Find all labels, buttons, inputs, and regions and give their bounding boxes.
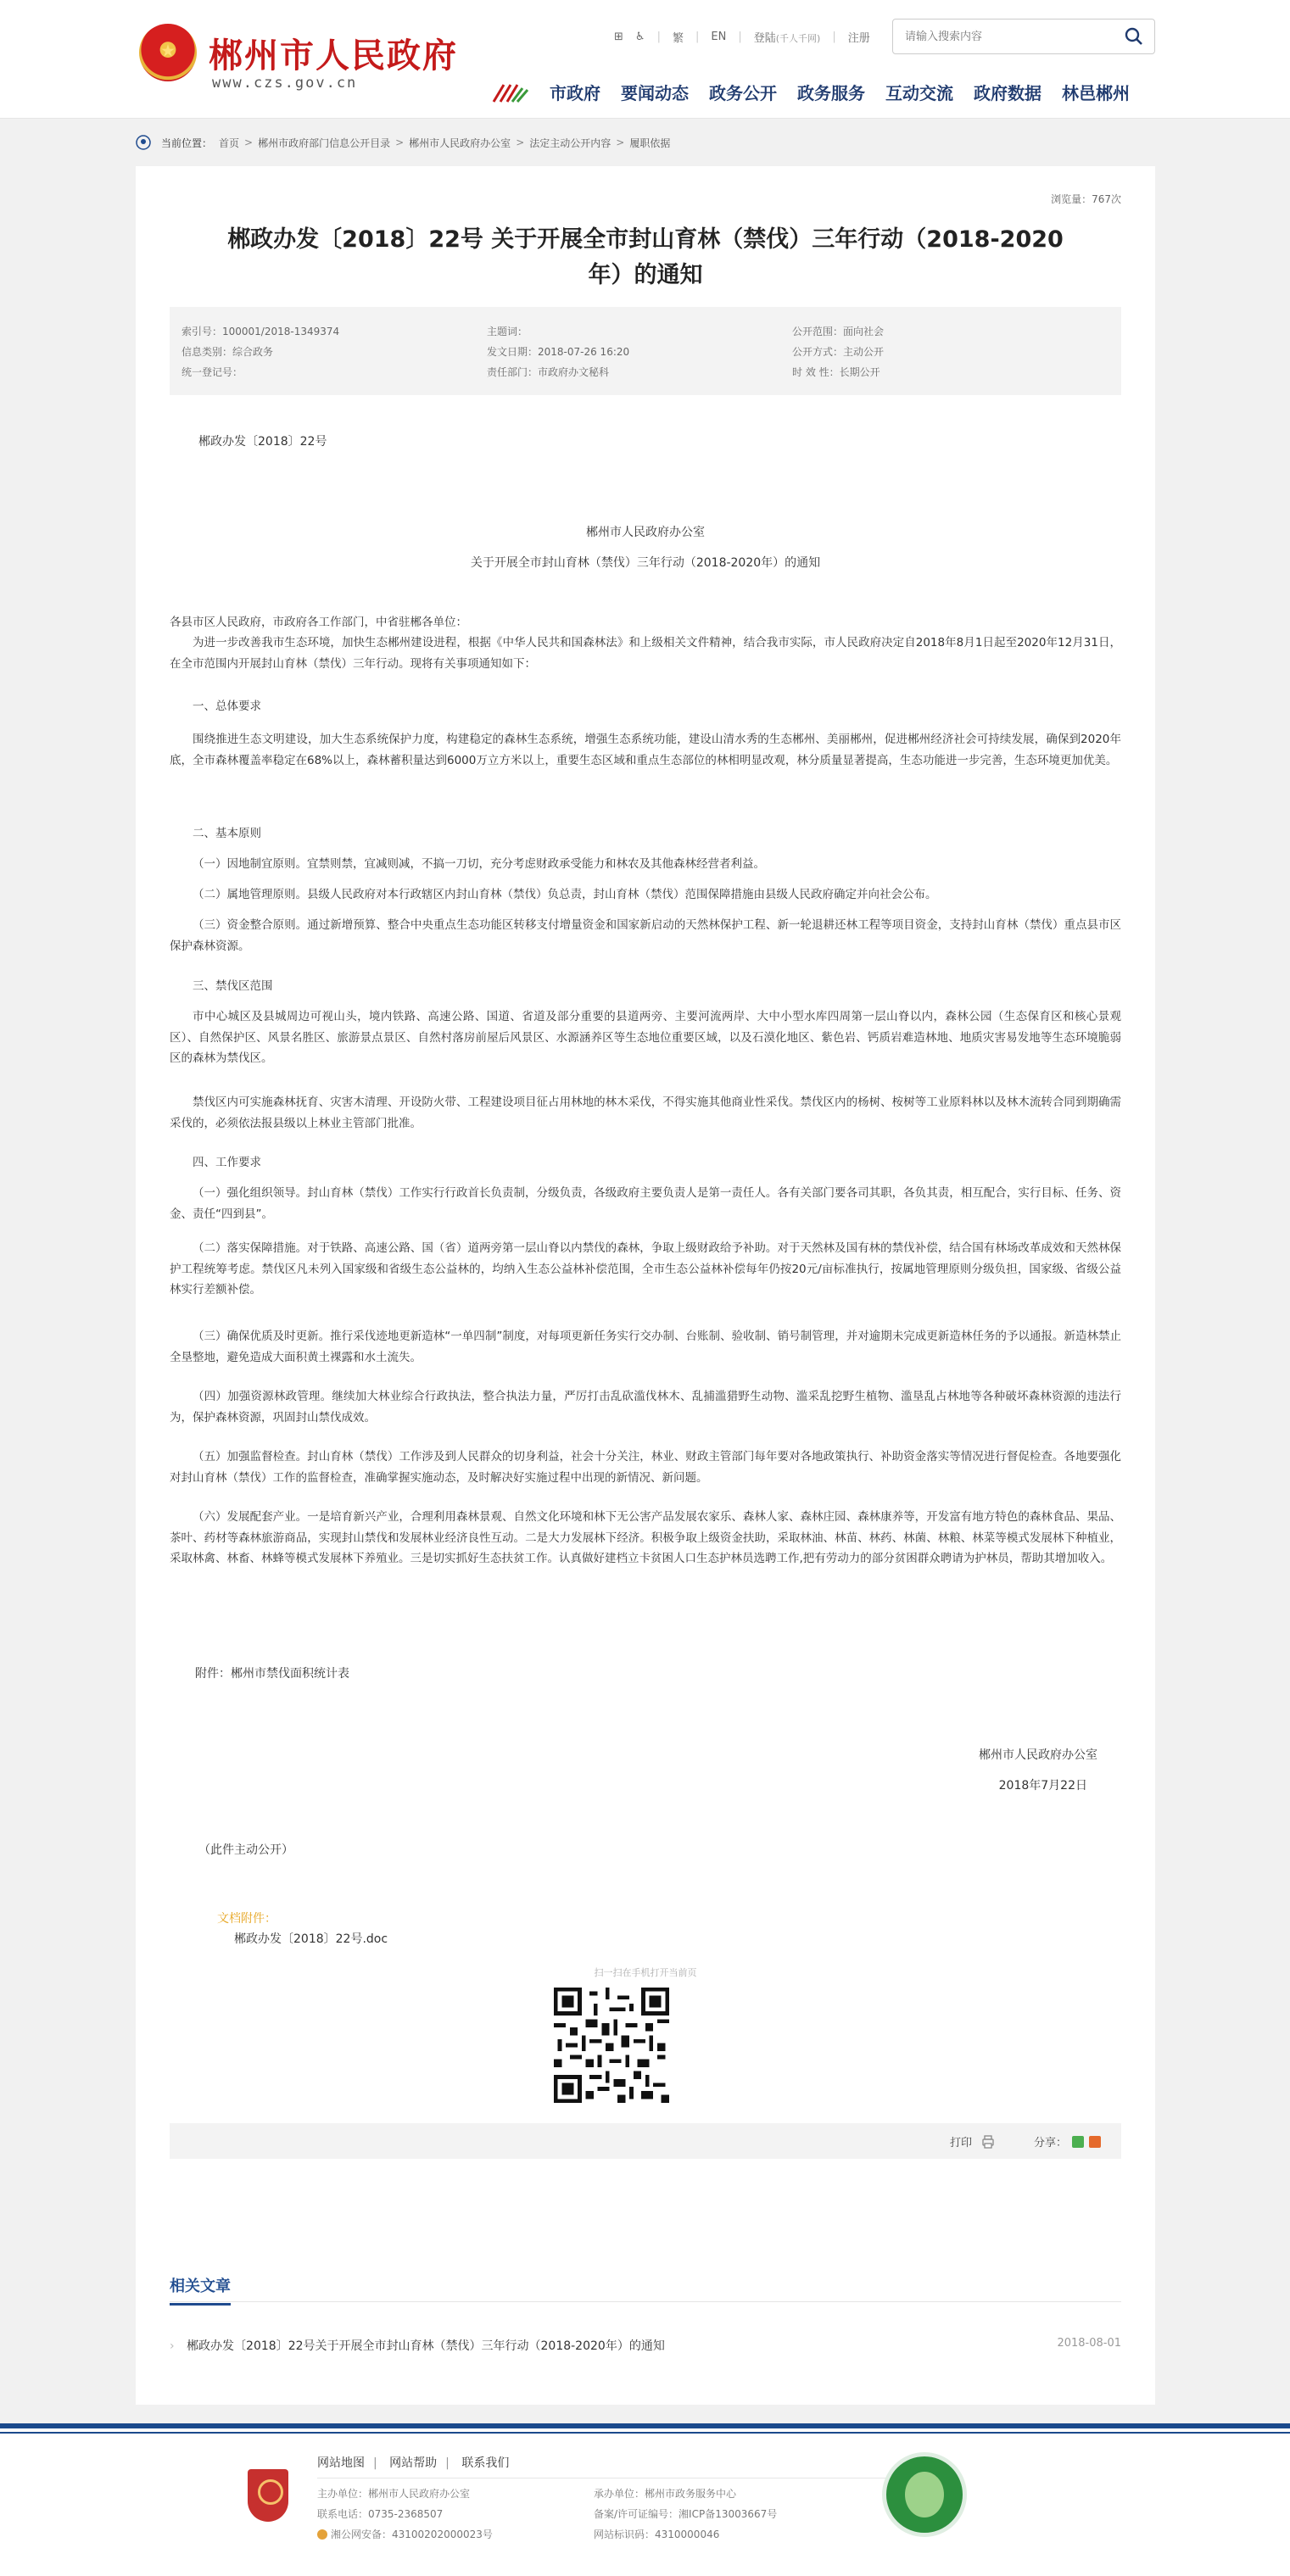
traditional-chinese-link[interactable]: 繁 xyxy=(672,31,684,45)
main-nav xyxy=(490,81,1150,105)
section-heading-2: 二、基本原则 xyxy=(193,827,261,840)
share-bar xyxy=(1034,2133,1101,2149)
signature-org: 郴州市人民政府办公室 xyxy=(979,1748,1097,1762)
footer-link-help[interactable]: 网站帮助 xyxy=(389,2456,438,2470)
footer-link-sitemap[interactable]: 网站地图 xyxy=(317,2456,365,2470)
breadcrumb: 当前位置： 首页 > 郴州市政府部门信息公开目录 > 郴州市人民政府办公室 > 法定主动公开内容 > 履职依据 xyxy=(136,129,1155,156)
meta-unified-no: 统一登记号： xyxy=(181,366,243,378)
view-count: 浏览量：767次 xyxy=(1051,193,1121,205)
location-pin-icon xyxy=(136,135,151,150)
paragraph: 围绕推进生态文明建设，加大生态系统保护力度，构建稳定的森林生态系统，增强生态系统功能，建设山清水秀的生态郴州、美丽郴州，促进郴州经济社会可持续发展，确保到2020年底，全市森林覆盖率稳定在68%以上，森林蓄积量达到6000万立方米以上，重要生态区域和重点生态部位的林相明显改观，林分质量显著提高，生态功能进一步完善，生态环境更加优美。 xyxy=(170,733,1121,767)
site-logo[interactable] xyxy=(139,22,478,103)
search-input[interactable] xyxy=(905,28,1109,45)
issuer: 郴州市人民政府办公室 xyxy=(586,526,705,539)
publicity-note: （此件主动公开） xyxy=(198,1843,293,1857)
footer-link-contact[interactable]: 联系我们 xyxy=(461,2456,510,2470)
wechat-share-icon[interactable] xyxy=(1072,2136,1084,2148)
nav-item-interaction[interactable]: 互动交流 xyxy=(885,83,953,103)
attachment-note: 附件：郴州市禁伐面积统计表 xyxy=(195,1667,349,1681)
notice-subtitle: 关于开展全市封山育林（禁伐）三年行动（2018-2020年）的通知 xyxy=(470,556,821,570)
doc-number: 郴政办发〔2018〕22号 xyxy=(198,435,327,449)
print-icon xyxy=(980,2134,996,2149)
meta-scope: 公开范围：面向社会 xyxy=(792,326,885,337)
accessibility-icon[interactable]: ♿ xyxy=(634,30,645,43)
national-emblem-icon xyxy=(139,24,197,81)
divider xyxy=(0,2432,1290,2434)
chevron-right-icon: › xyxy=(170,2339,175,2353)
related-article-title[interactable]: 郴政办发〔2018〕22号关于开展全市封山育林（禁伐）三年行动（2018-2020年）的通知 xyxy=(187,2339,665,2353)
breadcrumb-current[interactable]: 履职依据 xyxy=(629,137,671,149)
paragraph: （一）强化组织领导。封山育林（禁伐）工作实行行政首长负责制，分级负责，各级政府主要负责人是第一责任人。各有关部门要各司其职，各负其责，相互配合，实行目标、任务、资金、责任“四到县”。 xyxy=(170,1186,1121,1221)
print-label: 打印 xyxy=(949,2137,972,2149)
paragraph: （六）发展配套产业。一是培育新兴产业，合理利用森林景观、自然文化环境和林下无公害产品发展农家乐、森林人家、森林庄园、森林康养等，开发富有地方特色的森林食品、果品、茶叶、药材等森林旅游商品，实现封山禁伐和发展林业经济良性互动。二是大力发展林下经济。积极争取上级资金扶助，采取林油、林苗、林药、林菌、林粮、林菜等模式发展林下种植业，采取林禽、林畜、林蜂等模式发展林下养殖业。三是切实抓好生态扶贫工作。认真做好建档立卡贫困人口生态护林员选聘工作,把有劳动力的部分贫困群众聘请为护林员，帮助其增加收入。 xyxy=(170,1510,1121,1565)
top-links: ⊞ ♿ | 繁 | EN | 登陆(千人千网) | 注册 xyxy=(614,30,870,45)
section-heading-4: 四、工作要求 xyxy=(193,1156,261,1169)
meta-index-no: 索引号：100001/2018-1349374 xyxy=(181,326,340,337)
search-icon[interactable] xyxy=(1124,26,1144,47)
footer-undertaker: 承办单位：郴州市政务服务中心 xyxy=(594,2488,737,2500)
paragraph: （一）因地制宜原则。宜禁则禁，宜减则减，不搞一刀切，充分考虑财政承受能力和林农及其他森林经营者利益。 xyxy=(193,857,765,871)
meta-validity: 时 效 性：长期公开 xyxy=(792,366,880,378)
section-heading-3: 三、禁伐区范围 xyxy=(193,979,273,993)
site-footer xyxy=(0,2423,1290,2576)
login-note: (千人千网) xyxy=(775,32,821,44)
footer-phone: 联系电话：0735-2368507 xyxy=(317,2508,444,2520)
breadcrumb-office[interactable]: 郴州市人民政府办公室 xyxy=(409,137,511,149)
divider xyxy=(170,2301,1121,2302)
paragraph: （三）资金整合原则。通过新增预算、整合中央重点生态功能区转移支付增量资金和国家新启动的天然林保护工程、新一轮退耕还林工程等项目资金，支持封山育林（禁伐）重点县市区保护森林资源。 xyxy=(170,918,1121,953)
title-line-1: 郴政办发〔2018〕22号 关于开展全市封山育林（禁伐）三年行动（2018-2020 xyxy=(227,226,1064,253)
article-card xyxy=(136,166,1155,2405)
salutation: 各县市区人民政府，市政府各工作部门，中省驻郴各单位： xyxy=(170,616,467,629)
paragraph: 市中心城区及县城周边可视山头，境内铁路、高速公路、国道、省道及部分重要的县道两旁、主要河流两岸、大中小型水库四周第一层山脊以内，森林公园（生态保育区和核心景观区）、自然保护区、风景名胜区、旅游景点景区、自然村落房前屋后风景区、水源涵养区等生态地位重要区域，以及石漠化地区、紫色岩、钙质岩难造林地、地质灾害易发地等生态环境脆弱区的森林为禁伐区。 xyxy=(170,1010,1121,1065)
title-line-2: 年）的通知 xyxy=(588,262,703,288)
nav-item-news[interactable]: 要闻动态 xyxy=(621,83,689,103)
footer-police-record[interactable]: 湘公网安备：43100202000023号 xyxy=(317,2527,493,2541)
attachment-file-link[interactable]: 郴政办发〔2018〕22号.doc xyxy=(234,1932,388,1946)
translate-icon[interactable]: ⊞ xyxy=(614,30,623,43)
nav-item-linyi[interactable]: 林邑郴州 xyxy=(1062,83,1130,103)
paragraph: 禁伐区内可实施森林抚育、灾害木清理、开设防火带、工程建设项目征占用林地的林木采伐，不得实施其他商业性采伐。禁伐区内的杨树、桉树等工业原料林以及林木流转合同到期确需采伐的，必须依法报县级以上林业主管部门批准。 xyxy=(170,1096,1121,1130)
site-title: 郴州市人民政府 xyxy=(209,36,458,75)
breadcrumb-home[interactable]: 首页 xyxy=(219,137,240,149)
share-label: 分享： xyxy=(1033,2137,1067,2149)
breadcrumb-label: 当前位置： xyxy=(161,137,213,149)
print-button[interactable] xyxy=(950,2133,996,2149)
party-gov-badge-icon[interactable] xyxy=(248,2469,288,2522)
related-article-item[interactable] xyxy=(170,2337,1121,2354)
footer-sponsor: 主办单位：郴州市人民政府办公室 xyxy=(317,2488,471,2500)
signature-date: 2018年7月22日 xyxy=(998,1779,1087,1793)
weibo-share-icon[interactable] xyxy=(1089,2136,1101,2148)
search-box xyxy=(892,19,1155,54)
government-website-seal-icon[interactable] xyxy=(882,2452,967,2537)
meta-category: 信息类别：综合政务 xyxy=(181,346,274,358)
paragraph-intro: 为进一步改善我市生态环境，加快生态郴州建设进程，根据《中华人民共和国森林法》和上级相关文件精神，结合我市实际，市人民政府决定自2018年8月1日起至2020年12月31日，在全市范围内开展封山育林（禁伐）三年行动。现将有关事项通知如下： xyxy=(170,636,1121,671)
nav-decoration-icon xyxy=(490,81,531,105)
police-badge-icon xyxy=(317,2529,327,2540)
footer-icp[interactable]: 备案/许可证编号：湘ICP备13003667号 xyxy=(594,2508,778,2520)
attachment-label: 文档附件： xyxy=(217,1912,276,1926)
qr-code-icon xyxy=(554,1988,669,2103)
nav-item-open-affairs[interactable]: 政务公开 xyxy=(709,83,777,103)
related-article-date: 2018-08-01 xyxy=(1057,2337,1121,2350)
footer-links: 网站地图 | 网站帮助 | 联系我们 xyxy=(317,2456,510,2470)
meta-pub-date: 发文日期：2018-07-26 16:20 xyxy=(487,346,630,358)
english-link[interactable]: EN xyxy=(711,30,727,43)
meta-subject: 主题词： xyxy=(487,326,528,337)
section-heading-1: 一、总体要求 xyxy=(193,700,261,713)
footer-site-code: 网站标识码：4310000046 xyxy=(594,2529,720,2540)
site-header xyxy=(0,0,1290,119)
nav-item-government[interactable]: 市政府 xyxy=(550,83,600,103)
article-toolbar xyxy=(170,2123,1121,2159)
paragraph: （四）加强资源林政管理。继续加大林业综合行政执法，整合执法力量，严厉打击乱砍滥伐林木、乱捕滥猎野生动物、滥采乱挖野生植物、滥垦乱占林地等各种破坏森林资源的违法行为，保护森林资源，巩固封山禁伐成效。 xyxy=(170,1390,1121,1425)
meta-dept: 责任部门：市政府办文秘科 xyxy=(487,366,610,378)
register-link[interactable]: 注册 xyxy=(847,31,870,45)
breadcrumb-catalog[interactable]: 郴州市政府部门信息公开目录 xyxy=(258,137,391,149)
login-link[interactable]: 登陆(千人千网) xyxy=(753,31,821,45)
site-url: www.czs.gov.cn xyxy=(212,75,358,92)
related-articles-heading: 相关文章 xyxy=(170,2274,231,2306)
paragraph: （三）确保优质及时更新。推行采伐迹地更新造林“一单四制”制度，对每项更新任务实行交办制、台账制、验收制、销号制管理，并对逾期未完成更新造林任务的予以通报。新造林禁止全垦整地，避免造成大面积黄土裸露和水土流失。 xyxy=(170,1330,1121,1364)
paragraph: （二）落实保障措施。对于铁路、高速公路、国（省）道两旁第一层山脊以内禁伐的森林，争取上级财政给予补助。对于天然林及国有林的禁伐补偿，结合国有林场改革成效和天然林保护工程统筹考虑。禁伐区凡未列入国家级和省级生态公益林的，均纳入生态公益林补偿范围，全市生态公益林补偿每年仍按20元/亩标准执行，按属地管理原则分级负担，国家级、省级公益林实行差额补偿。 xyxy=(170,1241,1121,1296)
qr-caption: 扫一扫在手机打开当前页 xyxy=(594,1967,697,1978)
breadcrumb-statutory[interactable]: 法定主动公开内容 xyxy=(529,137,611,149)
nav-item-data[interactable]: 政府数据 xyxy=(974,83,1041,103)
meta-mode: 公开方式：主动公开 xyxy=(792,346,885,358)
paragraph: （五）加强监督检查。封山育林（禁伐）工作涉及到人民群众的切身利益，社会十分关注，林业、财政主管部门每年要对各地政策执行、补助资金落实等情况进行督促检查。各地要强化对封山育林（禁伐）工作的监督检查，准确掌握实施动态，及时解决好实施过程中出现的新情况、新问题。 xyxy=(170,1450,1121,1485)
paragraph: （二）属地管理原则。县级人民政府对本行政辖区内封山育林（禁伐）负总责，封山育林（禁伐）范围保障措施由县级人民政府确定并向社会公布。 xyxy=(193,888,937,901)
nav-item-services[interactable]: 政务服务 xyxy=(797,83,865,103)
